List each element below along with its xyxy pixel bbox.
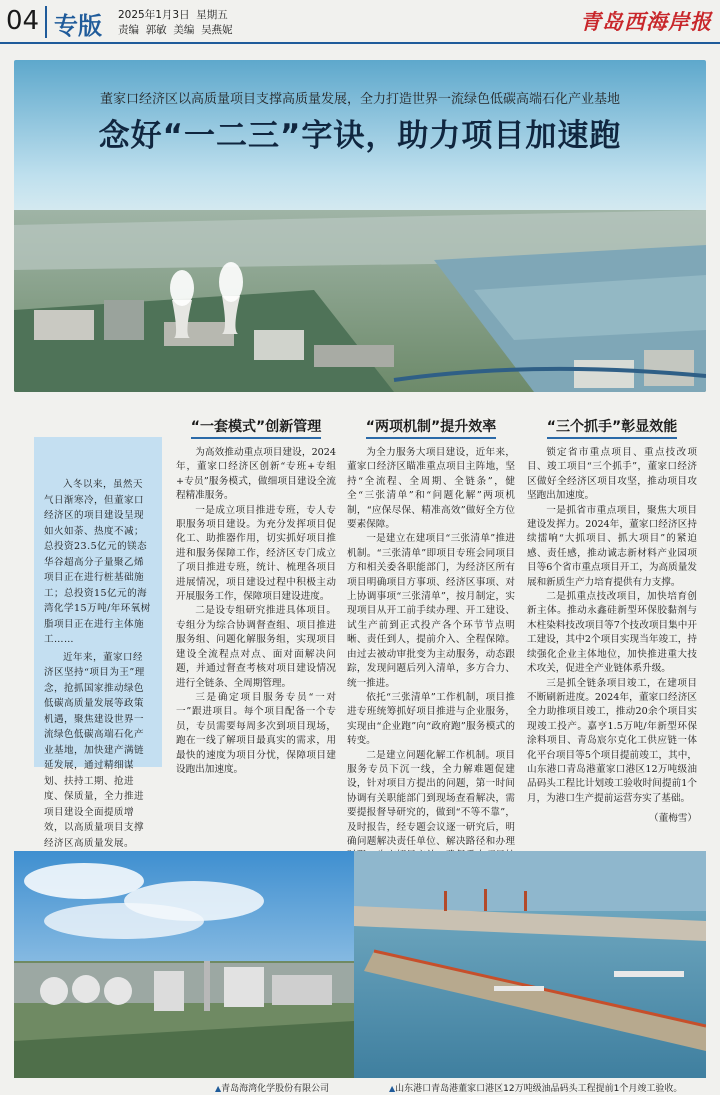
body-paragraph: 锁定省市重点项目、重点技改项目、竣工项目“三个抓手”，董家口经济区做好全经济区项目攻坚，推动项目攻坚跑出加速度。 xyxy=(527,447,697,502)
photo-caption-right: ▲山东港口青岛港董家口港区12万吨级油品码头工程提前1个月竣工验收。 xyxy=(389,1084,683,1094)
page-header xyxy=(0,0,720,44)
body-paragraph: 一是抓省市重点项目，聚焦大项目建设发挥力。2024年，董家口经济区持续擂响“大抓项目、抓大项目”的紧迫感、责任感，推动诚志新材料产业园项目等6个省市重点项目开工，为高质量发展和新质生产力培育提供有力支撑。 xyxy=(527,504,697,588)
header-divider xyxy=(45,6,47,38)
intro-paragraph: 近年来，董家口经济区坚持“项目为王”理念，抢抓国家推动绿色低碳高质量发展等政策机遇，聚焦建设世界一流绿色低碳高端石化产业基地，加快建产满链延发展，通过精细谋划、扶持工期、抢进度、保质量，全力推进项目建设全面提质增效，以高质量项目支撑经济区高质量发展。 xyxy=(44,651,145,849)
issue-date-line xyxy=(118,7,228,22)
article-column-1 xyxy=(176,416,336,777)
bottom-photo-strip xyxy=(14,851,706,1078)
issue-date: 2025年1月3日 xyxy=(118,9,190,21)
intro-sidebar xyxy=(34,437,162,849)
column-body xyxy=(176,446,336,777)
body-paragraph: 为高效推动重点项目建设，2024年，董家口经济区创新“专班+专组+专员”服务模式，做细项目建设全流程精准服务。 xyxy=(176,447,336,502)
designer-name: 吴燕妮 xyxy=(201,24,233,36)
editor-credits: 责编 郭敏 美编 吴燕妮 xyxy=(118,24,233,36)
column-body xyxy=(527,446,697,824)
body-paragraph: 二是建立问题化解工作机制。项目服务专员下沉一线，全力解难题促建设，针对项目方提出的问题，第一时间协调有关职能部门到现场查看解决，需要提报督导研究的，做到“不等不靠”，及时报告，经专题会议逐一研究后，明确问题解决责任单位、解决路径和办理 xyxy=(347,749,515,847)
author-signature: （董梅雪） xyxy=(649,813,697,825)
newspaper-logo: 青岛西海岸报 xyxy=(580,9,712,34)
body-paragraph: 二是设专组研究推进具体项目。专组分为综合协调督查组、项目推进服务组、问题化解服务组，实现项目建设全流程点对点、面对面解决问题，并通过督查考核对项目建设情况进行全链条、全周期管理。 xyxy=(176,605,336,689)
body-paragraph: 二是抓重点技改项目，加快培育创新主体。推动永鑫硅新型环保胶黏剂与木柱染料技改项目等7个技改项目集中开工建设，其中2个项目实现当年竣工，持续强化企业主体地位，加快推进重大技术攻关，促进全产业链体系升级。 xyxy=(527,591,697,675)
caption-triangle-icon: ▲ xyxy=(389,1084,396,1093)
intro-paragraph: 入冬以来，虽然天气日渐寒冷，但董家口经济区的项目建设呈现如火如荼、热度不减；总投资23.5亿元的镁态华谷超高分子量聚乙烯项目正在进行桩基础施工；总投资15亿元的海湾化学15万吨/年环氧树脂项目正在进行主体施工…… xyxy=(44,479,151,645)
column-heading: “两项机制”提升效率 xyxy=(347,416,515,438)
column-heading: “三个抓手”彰显效能 xyxy=(527,416,697,438)
hero-banner xyxy=(14,60,706,392)
main-headline: 念好“一二三”字诀，助力项目加速跑 xyxy=(98,118,622,154)
caption-triangle-icon: ▲ xyxy=(215,1084,222,1093)
column-body xyxy=(347,446,515,893)
hero-subtitle: 董家口经济区以高质量项目支撑高质量发展，全力打造世界一流绿色低碳高端石化产业基地 xyxy=(99,92,620,107)
body-paragraph: 三是确定项目服务专员“一对一”跟进项目。每个项目配备一个专员，专员需要每周多次到项目现场，跑在一线了解项目最真实的需求，用最快的速度为项目分忧，保障项目建设跑出加速度。 xyxy=(176,691,336,775)
body-paragraph: 为全力服务大项目建设，近年来，董家口经济区瞄准重点项目主阵地，坚持“全流程、全周期、全链条”，健全“三张清单”和“问题化解”两项机制，“应保尽保、精准高效”做好全方位要素保障。 xyxy=(347,447,515,531)
section-label: 专版 xyxy=(54,12,102,40)
body-paragraph: 三是抓全链条项目竣工，在建项目不断刷新进度。2024年，董家口经济区全力助推项目竣工，推动20余个项目实现竣工投产。嘉亨1.5万吨/年新型环保涂料项目、青岛宸尔克化工供应链一体化平台项目等5个项目提前竣工，其中，山东港口青岛港董家口港区12万吨级油品码头工程比计划竣工验收时间提前1个月，为港口生产提前运营夯实了基础。 xyxy=(527,677,697,804)
editor-name: 郭敏 xyxy=(145,24,167,36)
photo-caption-left: ▲青岛海湾化学股份有限公司 xyxy=(215,1084,330,1094)
column-heading: “一套模式”创新管理 xyxy=(176,416,336,438)
page-number: 04 xyxy=(6,6,40,36)
body-paragraph: 依托“三张清单”工作机制，项目推进专班统筹抓好项目推进与企业服务，实现由“企业跑”向“政府跑”服务模式的转变。 xyxy=(347,691,515,747)
issue-weekday: 星期五 xyxy=(196,9,228,21)
body-paragraph: 一是成立项目推进专班，专人专职服务项目建设。为充分发挥项目促化工、助推器作用，切实抓好项目推进和服务保障工作，经济区专门成立了项目推进专班，统计、梳理各项目进展情况，项目建设过程中积极主动开展服务工作，保障项目建设进度。 xyxy=(176,504,336,603)
chemical-plant-and-port-photo xyxy=(14,851,706,1078)
body-paragraph: 一是建立在建项目“三张清单”推进机制。“三张清单”即项目专班会同项目方和相关委各职能部门，为经济区所有项目明确项目方事项、经济区事项、对上协调事项“三张清单”，按月制定，实现项目从开工前手续办理、开工建设、试生产前到正式投产各个环节节点明晰、责任到人，提前介入、全程保障。由过去被动审批变为主动服务，动态跟踪，发现问题后列入清单，多方合力、统一推进。 xyxy=(347,533,515,689)
article-column-3 xyxy=(527,416,697,824)
article-column-2 xyxy=(347,416,515,893)
